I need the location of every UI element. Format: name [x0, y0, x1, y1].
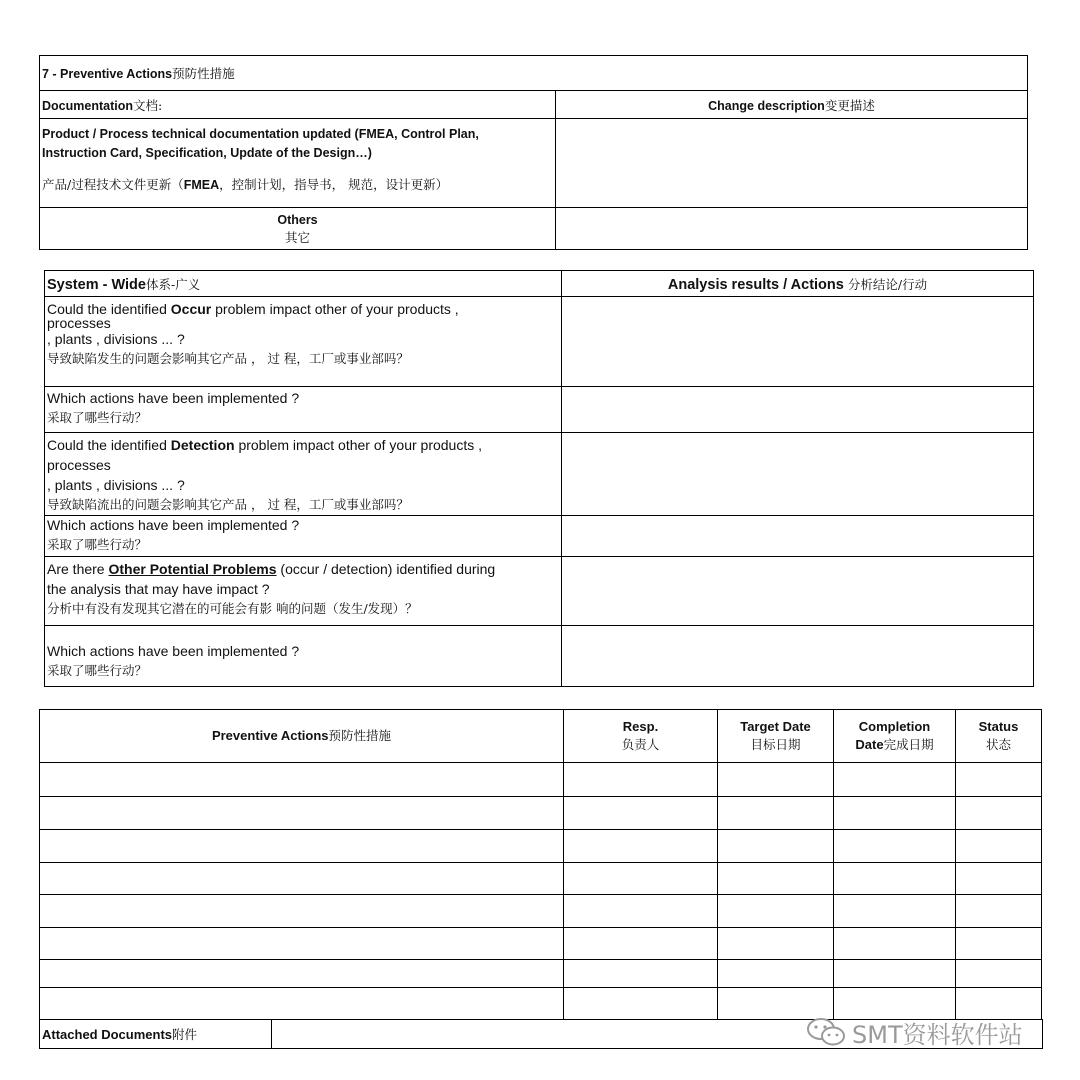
others-cell	[40, 208, 556, 250]
question-other-potential-problems: Are there Other Potential Problems (occur / detection) identified during the analysis that may have impact ? 分析中有没有发现其它潜在的可能会有影 响的问题（发生/发现）？	[45, 557, 562, 626]
status-cell[interactable]	[956, 763, 1042, 797]
documentation-label: Documentation	[42, 98, 133, 113]
change-description-label-zh: 变更描述	[824, 97, 875, 113]
question-actions-implemented-1: Which actions have been implemented ? 采取了哪些行动？	[45, 387, 562, 433]
col-header-preventive-actions: Preventive Actions预防性措施	[40, 710, 564, 763]
completion-date-cell[interactable]	[834, 763, 956, 797]
answer-actions-implemented-3-input[interactable]	[562, 626, 1034, 687]
table-row	[40, 928, 1042, 960]
col-header-status: Status 状态	[956, 710, 1042, 763]
product-process-doc-cell	[40, 119, 556, 208]
completion-date-cell[interactable]	[834, 895, 956, 928]
resp-cell[interactable]	[564, 863, 718, 895]
section-title	[40, 56, 1028, 91]
table-row	[40, 960, 1042, 988]
question-occur-impact: Could the identified Occur problem impact other of your products , processes , plants , divisions ... ? 导致缺陷发生的问题会影响其它产品 ， 过 程，工厂或事业部吗？	[45, 297, 562, 387]
status-cell[interactable]	[956, 960, 1042, 988]
others-label: Others	[277, 212, 318, 227]
completion-date-cell[interactable]	[834, 928, 956, 960]
completion-date-cell[interactable]	[834, 797, 956, 830]
watermark	[806, 1014, 1023, 1050]
table-row	[40, 895, 1042, 928]
completion-date-cell[interactable]	[834, 863, 956, 895]
col-header-completion-date: Completion Date完成日期	[834, 710, 956, 763]
resp-cell[interactable]	[564, 797, 718, 830]
system-wide-table	[44, 270, 1034, 687]
product-process-zh: 产品/过程技术文件更新（FMEA，控制计划，指导书， 规范，设计更新）	[42, 177, 449, 192]
action-cell[interactable]	[40, 763, 564, 797]
documentation-label-zh: 文档:	[132, 97, 163, 113]
product-process-line-2: Instruction Card, Specification, Update of the Design…)	[42, 146, 372, 160]
section-title-zh: 预防性措施	[172, 66, 235, 81]
resp-cell[interactable]	[564, 830, 718, 863]
resp-cell[interactable]	[564, 895, 718, 928]
action-cell[interactable]	[40, 928, 564, 960]
action-cell[interactable]	[40, 863, 564, 895]
answer-occur-impact-input[interactable]	[562, 297, 1034, 387]
resp-cell[interactable]	[564, 988, 718, 1020]
table-row	[40, 830, 1042, 863]
documentation-header	[40, 91, 556, 119]
answer-actions-implemented-2-input[interactable]	[562, 516, 1034, 557]
action-cell[interactable]	[40, 797, 564, 830]
answer-actions-implemented-1-input[interactable]	[562, 387, 1034, 433]
table-row	[40, 797, 1042, 830]
others-label-zh: 其它	[284, 229, 310, 245]
table-row	[40, 863, 1042, 895]
table-row	[40, 763, 1042, 797]
action-cell[interactable]	[40, 988, 564, 1020]
completion-date-cell[interactable]	[834, 960, 956, 988]
target-date-cell[interactable]	[718, 960, 834, 988]
system-wide-label-zh: 体系-广义	[145, 276, 201, 292]
action-cell[interactable]	[40, 895, 564, 928]
target-date-cell[interactable]	[718, 830, 834, 863]
resp-cell[interactable]	[564, 763, 718, 797]
preventive-actions-table	[39, 709, 1042, 1020]
others-change-input[interactable]	[556, 208, 1028, 250]
action-cell[interactable]	[40, 830, 564, 863]
completion-date-cell[interactable]	[834, 830, 956, 863]
analysis-results-label-zh: 分析结论/行动	[847, 276, 928, 292]
status-cell[interactable]	[956, 895, 1042, 928]
wechat-icon	[806, 1017, 846, 1047]
product-process-line-1: Product / Process technical documentation updated (FMEA, Control Plan,	[42, 127, 479, 141]
analysis-results-label: Analysis results / Actions	[667, 276, 844, 293]
target-date-cell[interactable]	[718, 863, 834, 895]
documentation-table	[39, 55, 1028, 250]
target-date-cell[interactable]	[718, 895, 834, 928]
answer-detection-impact-input[interactable]	[562, 433, 1034, 516]
product-process-change-input[interactable]	[556, 119, 1028, 208]
resp-cell[interactable]	[564, 928, 718, 960]
status-cell[interactable]	[956, 863, 1042, 895]
change-description-label: Change description	[708, 98, 825, 113]
question-detection-impact: Could the identified Detection problem impact other of your products , processes , plants , divisions ... ? 导致缺陷流出的问题会影响其它产品 ， 过 程，工厂或事业部吗？	[45, 433, 562, 516]
question-actions-implemented-2: Which actions have been implemented ? 采取了哪些行动？	[45, 516, 562, 557]
change-description-header	[556, 91, 1028, 119]
question-actions-implemented-3: Which actions have been implemented ? 采取了哪些行动？	[45, 626, 562, 687]
status-cell[interactable]	[956, 830, 1042, 863]
action-cell[interactable]	[40, 960, 564, 988]
system-wide-label: System - Wide	[47, 276, 146, 293]
system-wide-header	[45, 271, 562, 297]
analysis-results-header	[562, 271, 1034, 297]
answer-other-potential-problems-input[interactable]	[562, 557, 1034, 626]
col-header-target-date: Target Date 目标日期	[718, 710, 834, 763]
status-cell[interactable]	[956, 928, 1042, 960]
target-date-cell[interactable]	[718, 928, 834, 960]
target-date-cell[interactable]	[718, 797, 834, 830]
resp-cell[interactable]	[564, 960, 718, 988]
section-title-en: 7 - Preventive Actions	[42, 67, 173, 81]
col-header-resp: Resp. 负责人	[564, 710, 718, 763]
watermark-text: SMT资料软件站	[852, 1020, 1023, 1049]
status-cell[interactable]	[956, 797, 1042, 830]
attached-documents-label: Attached Documents附件	[40, 1020, 272, 1049]
target-date-cell[interactable]	[718, 763, 834, 797]
